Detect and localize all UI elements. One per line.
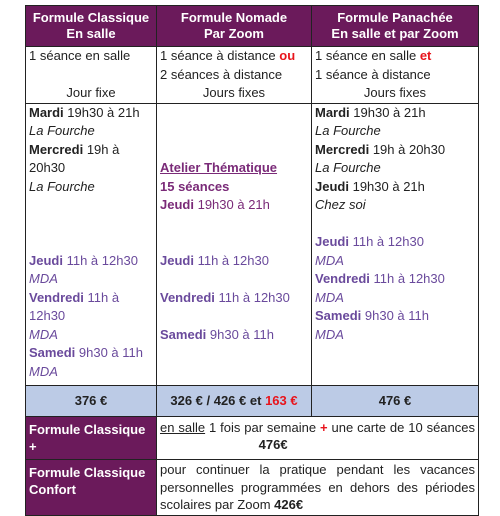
header-title: Formule Nomade: [180, 10, 288, 25]
header-classique: [26, 6, 157, 47]
price-value-reduced: 163 €: [265, 393, 298, 408]
time-label: 11h à 12h30: [66, 252, 138, 268]
price-nomade: [157, 386, 312, 417]
option-classique-confort-row: [26, 460, 479, 516]
time-label: 12h30: [29, 308, 66, 323]
schedule-item: [29, 344, 153, 363]
option-text-part: pour continuer la pratique pendant les vacances personnelles programmées en dehors des périodes scolaires par Zoom: [160, 462, 475, 512]
day-label: Vendredi: [315, 271, 370, 286]
summary-nomade: [157, 47, 312, 104]
option-classique-plus-row: [26, 417, 479, 460]
summary-line: 1 séance en salle: [29, 48, 131, 63]
time-label: 11h à 12h30: [218, 289, 290, 305]
plus-sign: +: [319, 420, 328, 435]
option-text-part: 1 fois par semaine: [209, 420, 317, 435]
schedule-item: [315, 307, 475, 326]
place-label: MDA: [315, 289, 344, 305]
option-text-part: une carte de 10 séances: [331, 420, 475, 435]
header-nomade: [157, 6, 312, 47]
time-label: 19h30 à 21h: [352, 178, 425, 194]
place-label: La Fourche: [29, 178, 95, 194]
option-label: [26, 460, 157, 516]
spacer: [29, 215, 153, 234]
spacer: [29, 233, 153, 252]
schedule-item: [315, 104, 475, 123]
day-label: Mardi: [315, 104, 350, 120]
time-label: 9h30 à 11h: [78, 345, 143, 360]
option-label: Formule Classique +: [26, 417, 157, 460]
day-label: Vendredi: [29, 289, 84, 305]
option-label-line: Confort: [29, 482, 76, 497]
header-panachee: [312, 6, 479, 47]
day-label: Jeudi: [29, 252, 63, 268]
place-label: MDA: [29, 363, 58, 379]
option-price: 426€: [274, 497, 304, 512]
spacer: [160, 307, 308, 326]
spacer: [29, 66, 153, 85]
time-label: 11h à 12h30: [373, 271, 445, 286]
spacer: [315, 215, 475, 234]
summary-connector: ou: [279, 48, 296, 63]
schedule-nomade: [157, 103, 312, 386]
day-label: Jeudi: [315, 234, 349, 249]
spacer: [160, 141, 308, 160]
header-subtitle: Par Zoom: [204, 26, 264, 41]
summary-line: Jours fixes: [363, 85, 427, 100]
time-label: 11h à 12h30: [197, 252, 269, 268]
schedule-item: [29, 141, 153, 160]
place-label: La Fourche: [315, 123, 381, 138]
day-label: Samedi: [160, 326, 207, 342]
tarifs-table: [25, 5, 479, 516]
spacer: [160, 233, 308, 252]
schedule-item: [315, 178, 475, 197]
header-row: [26, 6, 479, 47]
summary-row: [26, 47, 479, 104]
time-label: 19h30 à 21h: [197, 197, 270, 212]
option-text-underlined: en salle: [160, 420, 206, 435]
price-row: [26, 386, 479, 417]
schedule-item: [160, 326, 308, 345]
summary-text: 1 séance à distance: [160, 48, 276, 63]
time-label: 19h à 20h30: [372, 141, 446, 157]
option-description: [157, 417, 479, 460]
place-label: MDA: [315, 252, 344, 268]
atelier-title: Atelier Thématique: [160, 160, 278, 175]
place-label: La Fourche: [315, 160, 381, 175]
time-label: 19h30 à 21h: [67, 104, 140, 120]
time-label: 9h30 à 11h: [209, 326, 274, 342]
schedule-panachee: [312, 103, 479, 386]
atelier-count: 15 séances: [160, 178, 230, 194]
schedule-row: [26, 103, 479, 386]
option-text: [160, 461, 475, 514]
header-title: Formule Panachée: [337, 10, 453, 25]
price-panachee: 476 €: [312, 386, 479, 417]
summary-line: 2 séances à distance: [160, 66, 283, 82]
schedule-item: [315, 141, 475, 160]
spacer: [160, 104, 308, 123]
time-label: 11h à: [87, 289, 120, 305]
summary-line: 1 séance à distance: [315, 66, 431, 82]
place-label: MDA: [29, 271, 58, 286]
time-label: 9h30 à 11h: [364, 308, 429, 323]
spacer: [160, 215, 308, 234]
header-title: Formule Classique: [32, 10, 150, 25]
schedule-classique: [26, 103, 157, 386]
summary-line: [315, 47, 475, 66]
place-label: La Fourche: [29, 123, 95, 138]
time-label: 20h30: [29, 160, 66, 175]
option-description: [157, 460, 479, 516]
summary-classique: [26, 47, 157, 104]
time-label: 11h à 12h30: [352, 234, 424, 249]
header-subtitle: En salle et par Zoom: [331, 26, 459, 41]
spacer: [29, 196, 153, 215]
time-label: 19h30 à 21h: [353, 104, 426, 120]
schedule-item: [315, 270, 475, 289]
spacer: [160, 122, 308, 141]
summary-line: Jour fixe: [66, 85, 116, 100]
day-label: Vendredi: [160, 289, 215, 305]
time-label: 19h à: [86, 141, 120, 157]
day-label: Mercredi: [29, 141, 84, 157]
day-label: Jeudi: [160, 197, 194, 212]
schedule-item: [160, 252, 308, 271]
summary-line: Jours fixes: [202, 85, 266, 100]
day-label: Samedi: [29, 345, 76, 360]
place-label: MDA: [315, 326, 344, 342]
day-label: Mercredi: [315, 141, 370, 157]
summary-connector: et: [419, 48, 432, 63]
tarifs-table-container: [25, 5, 478, 516]
schedule-item: [29, 289, 153, 308]
option-text: [160, 419, 475, 453]
summary-panachee: [312, 47, 479, 104]
place-label: Chez soi: [315, 197, 366, 212]
day-label: Mardi: [29, 104, 64, 120]
spacer: [160, 270, 308, 289]
schedule-item: [29, 104, 153, 123]
place-label: MDA: [29, 326, 58, 342]
day-label: Samedi: [315, 308, 362, 323]
option-price: 476€: [258, 437, 288, 452]
price-connector: et: [249, 393, 262, 408]
schedule-item: [160, 196, 308, 215]
schedule-item: [160, 289, 308, 308]
schedule-item: [29, 252, 153, 271]
summary-line: [160, 47, 308, 66]
option-label-line: Formule Classique: [29, 465, 146, 480]
day-label: Jeudi: [315, 178, 349, 194]
schedule-item: [315, 233, 475, 252]
price-classique: 376 €: [26, 386, 157, 417]
header-subtitle: En salle: [66, 26, 116, 41]
price-value: 326 € / 426 €: [170, 393, 247, 408]
day-label: Jeudi: [160, 252, 194, 268]
summary-text: 1 séance en salle: [315, 48, 417, 63]
